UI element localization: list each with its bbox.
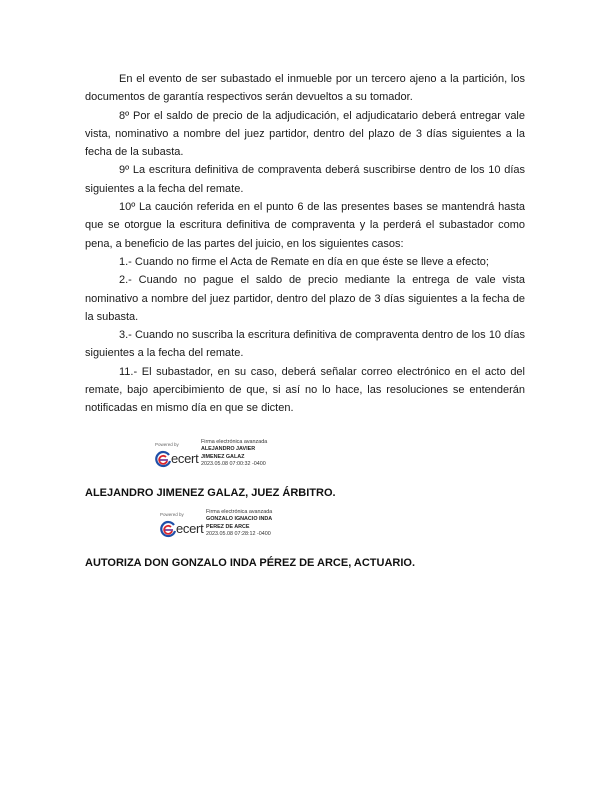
- paragraph-garantia: En el evento de ser subastado el inmueble por un tercero ajeno a la partición, los documentos de garantía respectivos serán devueltos a su tomador.: [85, 73, 525, 104]
- paragraph-11: 11.- El subastador, en su caso, deberá señalar correo electrónico en el acto del remate, bajo apercibimiento de que, si así no lo hace, las resoluciones se entenderán notificadas en mismo día en que se dicten.: [85, 365, 525, 415]
- electronic-signature-1: [153, 439, 328, 473]
- ecert-wordmark: ecert: [171, 451, 199, 466]
- ecert-swirl-icon: [154, 450, 172, 468]
- signer-name-line1: GONZALO IGNACIO INDA: [206, 516, 273, 523]
- paragraph-9: 9º La escritura definitiva de compraventa deberá suscribirse dentro de los 10 días siguientes a la fecha del remate.: [85, 164, 525, 195]
- ecert-logo: [158, 509, 208, 543]
- paragraph-10: 10º La caución referida en el punto 6 de las presentes bases se mantendrá hasta que se otorgue la escritura definitiva de compraventa y la perderá el subastador como pena, a beneficio de las partes del juicio, en los siguientes casos:: [85, 201, 525, 250]
- signature-details: [206, 509, 336, 539]
- signature-details: [201, 439, 331, 469]
- electronic-signature-2: [158, 509, 333, 543]
- signer-name-line2: JIMENEZ GALAZ: [201, 453, 245, 460]
- signature-timestamp: 2023.05.08 07:00:32 -0400: [201, 461, 266, 468]
- paragraph-8: 8º Por el saldo de precio de la adjudicación, el adjudicatario deberá entregar vale vista, nominativo a nombre del juez partidor, dentro del plazo de 3 días siguientes a la fecha de la subasta.: [85, 109, 525, 159]
- ecert-swirl-icon: [159, 520, 177, 538]
- paragraph-case-1: 1.- Cuando no firme el Acta de Remate en día en que éste se lleve a efecto;: [119, 255, 489, 268]
- signature-title: Firma electrónica avanzada: [201, 439, 268, 445]
- powered-by-label: Powered by: [155, 442, 179, 447]
- ecert-logo: [153, 439, 203, 473]
- ecert-wordmark: ecert: [176, 521, 204, 536]
- paragraph-case-2: 2.- Cuando no pague el saldo de precio mediante la entrega de vale vista nominativo a nombre del juez partidor, dentro del plazo de 3 días siguientes a la fecha de la subasta.: [85, 274, 525, 323]
- body-text: [85, 70, 525, 418]
- paragraph-case-3: 3.- Cuando no suscriba la escritura definitiva de compraventa dentro de los 10 días siguientes a la fecha del remate.: [85, 329, 525, 360]
- signer-name-line1: ALEJANDRO JAVIER: [201, 446, 256, 453]
- signer-judge-line: ALEJANDRO JIMENEZ GALAZ, JUEZ ÁRBITRO.: [85, 487, 336, 499]
- signature-title: Firma electrónica avanzada: [206, 509, 273, 515]
- signature-timestamp: 2023.05.08 07:28:12 -0400: [206, 531, 271, 538]
- signer-name-line2: PEREZ DE ARCE: [206, 523, 250, 530]
- signer-actuary-line: AUTORIZA DON GONZALO INDA PÉREZ DE ARCE, ACTUARIO.: [85, 557, 415, 569]
- powered-by-label: Powered by: [160, 512, 184, 517]
